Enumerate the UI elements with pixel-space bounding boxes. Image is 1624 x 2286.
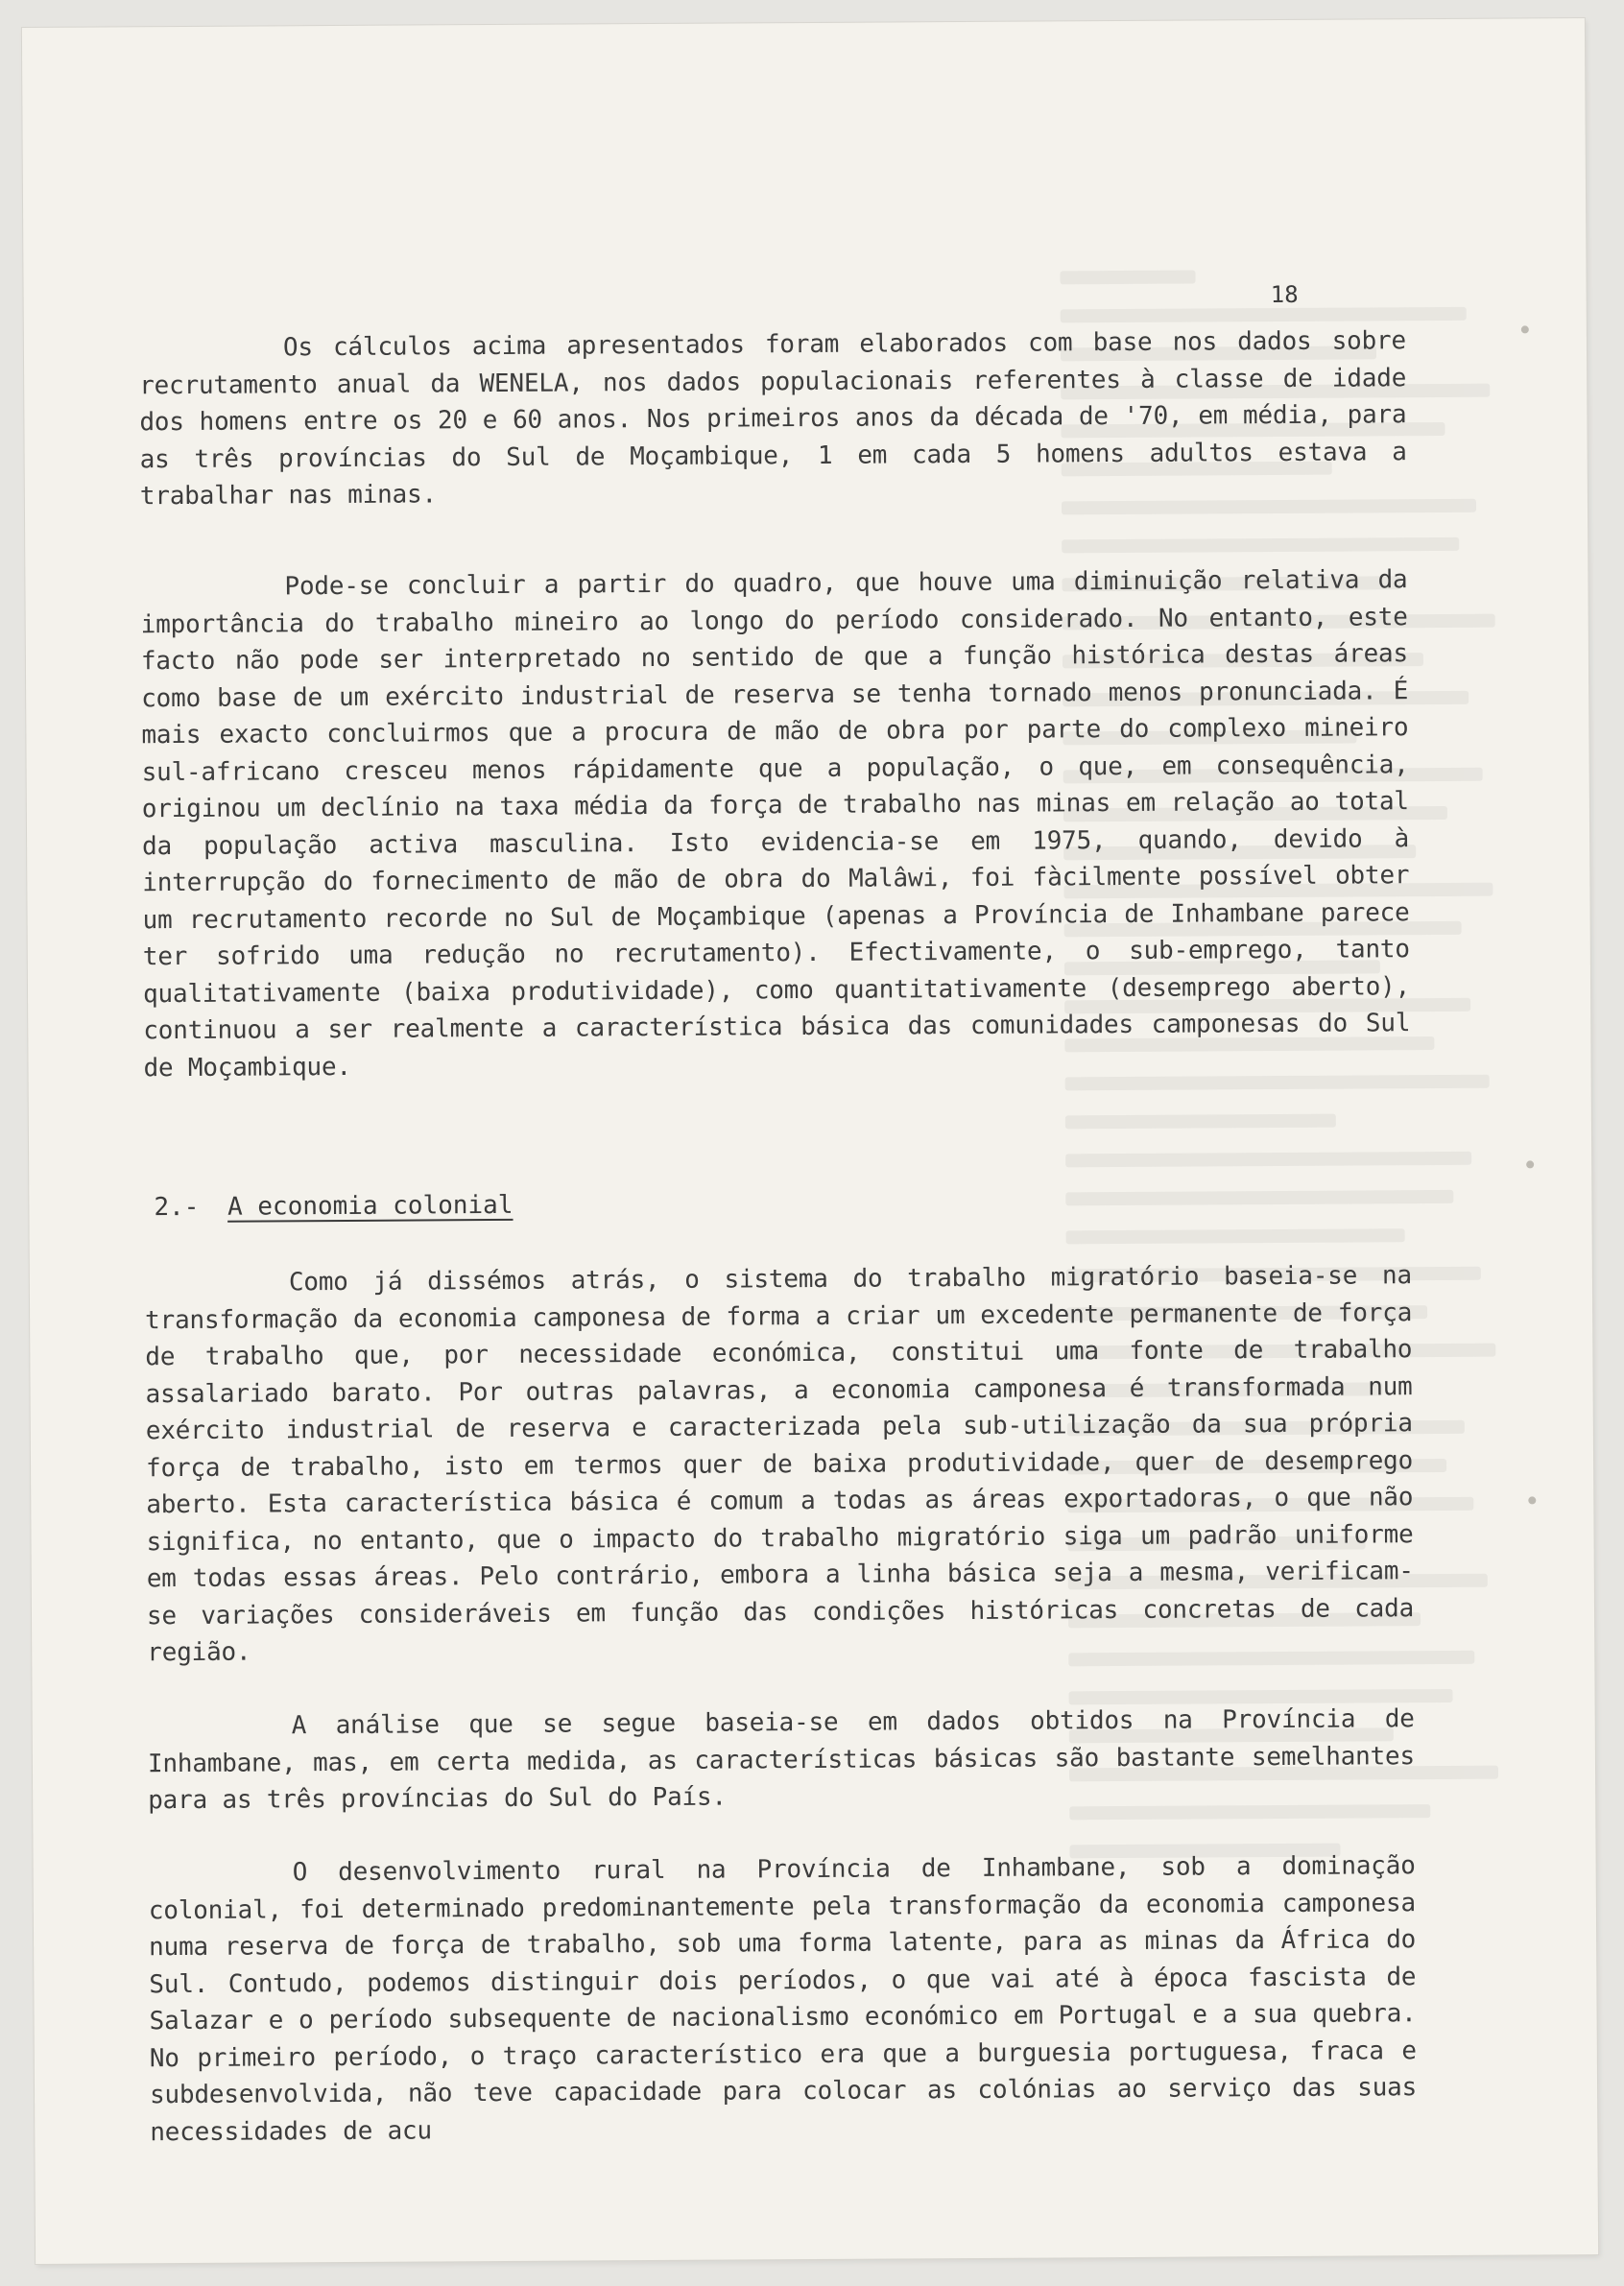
page-number: 18 [1270,280,1299,309]
scan-speck [1528,1496,1536,1504]
document-page [22,18,1598,2264]
paragraph-1: Os cálculos acima apresentados foram elaborados com base nos dados sobre recrutamento anual da WENELA, nos dados populacionais referentes à classe de idade dos homens entre os 20 e 60 anos. Nos primeiros anos da década de '70, em média, para as três províncias do Sul de Moçambique, 1 em cada 5 homens adultos estava a trabalhar nas minas. [139,326,1407,512]
paragraph-4: A análise que se segue baseia-se em dados obtidos na Província de Inhambane, mas, em certa medida, as características básicas são bastante semelhantes para as três províncias do Sul do País. [147,1704,1416,1816]
section-heading [154,1191,513,1222]
section-title: A economia colonial [227,1190,513,1222]
section-number: 2.- [154,1192,200,1223]
paragraph-2: Pode-se concluir a partir do quadro, que houve uma diminuição relativa da importância do trabalho mineiro ao longo do período considerado. No entanto, este facto não pode ser interpretado no sentido de que a função histórica destas áreas como base de um exército industrial de reserva se tenha tornado menos pronunciada. É mais exacto concluirmos que a procura de mão de obra por parte do complexo mineiro sul-africano cresceu menos rápidamente que a população, o que, em consequência, originou um declínio na taxa média da força de trabalho nas minas em relação ao total da população activa masculina. Isto evidencia-se em 1975, quando, devido à interrupção do fornecimento de mão de obra do Malâwi, foi fàcilmente possível obter um recrutamento recorde no Sul de Moçambique (apenas a Província de Inhambane parece ter sofrido uma redução no recrutamento). Efectivamente, o sub-emprego, tanto qualitativamente (baixa produtividade), como quantitativamente (desemprego aberto), continuou a ser realmente a característica básica das comunidades camponesas do Sul de Moçambique. [140,565,1411,1083]
paragraph-3: Como já dissémos atrás, o sistema do trabalho migratório baseia-se na transformação da economia camponesa de forma a criar um excedente permanente de força de trabalho que, por necessidade económica, constitui uma fonte de trabalho assalariado barato. Por outras palavras, a economia camponesa é transformada num exército industrial de reserva e caracterizada pela sub-utilização da sua própria força de trabalho, isto em termos quer de baixa produtividade, quer de desemprego aberto. Esta característica básica é comum a todas as áreas exportadoras, o que não significa, no entanto, que o impacto do trabalho migratório siga um padrão uniforme em todas essas áreas. Pelo contrário, embora a linha básica seja a mesma, verificam-se variações consideráveis em função das condições históricas concretas de cada região. [145,1261,1415,1668]
paragraph-5: O desenvolvimento rural na Província de Inhambane, sob a dominação colonial, foi determinado predominantemente pela transformação da economia camponesa numa reserva de força de trabalho, sob uma forma latente, para as minas da África do Sul. Contudo, podemos distinguir dois períodos, o que vai até à época fascista de Salazar e o período subsequente de nacionalismo económico em Portugal e a sua quebra. No primeiro período, o traço característico era que a burguesia portuguesa, fraca e subdesenvolvida, não teve capacidade para colocar as colónias ao serviço das suas necessidades de acu [148,1851,1418,2147]
scan-speck [1526,1160,1534,1168]
scan-speck [1521,325,1529,333]
